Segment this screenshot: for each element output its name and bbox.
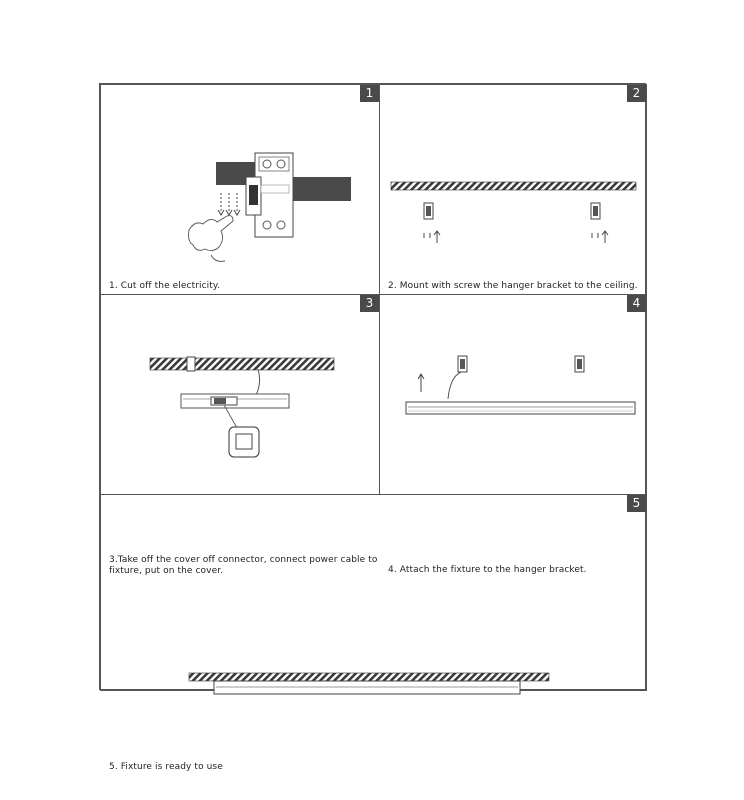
step-1-caption: 1. Cut off the electricity. bbox=[109, 281, 220, 291]
step-3-panel bbox=[100, 294, 380, 576]
instruction-sheet bbox=[99, 83, 646, 772]
step-3-caption: 3.Take off the cover off connector, connect power cable to fixture, put on the cover. bbox=[109, 555, 378, 576]
ceiling-bracket-illustration bbox=[380, 85, 648, 296]
step-5-caption: 5. Fixture is ready to use bbox=[109, 762, 223, 772]
installed-fixture-illustration bbox=[101, 495, 648, 692]
step-2-panel bbox=[379, 84, 647, 295]
step-1-panel bbox=[100, 84, 380, 295]
step-1-number: 1 bbox=[360, 85, 379, 102]
step-2-caption: 2. Mount with screw the hanger bracket to the ceiling. bbox=[388, 281, 638, 291]
circuit-breaker-illustration bbox=[101, 85, 381, 296]
step-4-panel bbox=[379, 294, 647, 575]
step-4-number: 4 bbox=[627, 295, 646, 312]
connector-illustration bbox=[101, 295, 381, 496]
step-2-number: 2 bbox=[627, 85, 646, 102]
step-5-number: 5 bbox=[627, 495, 646, 512]
step-3-number: 3 bbox=[360, 295, 379, 312]
step-4-caption: 4. Attach the fixture to the hanger bracket. bbox=[388, 565, 587, 575]
fixture-attach-illustration bbox=[380, 295, 648, 496]
step-5-panel bbox=[100, 494, 647, 772]
